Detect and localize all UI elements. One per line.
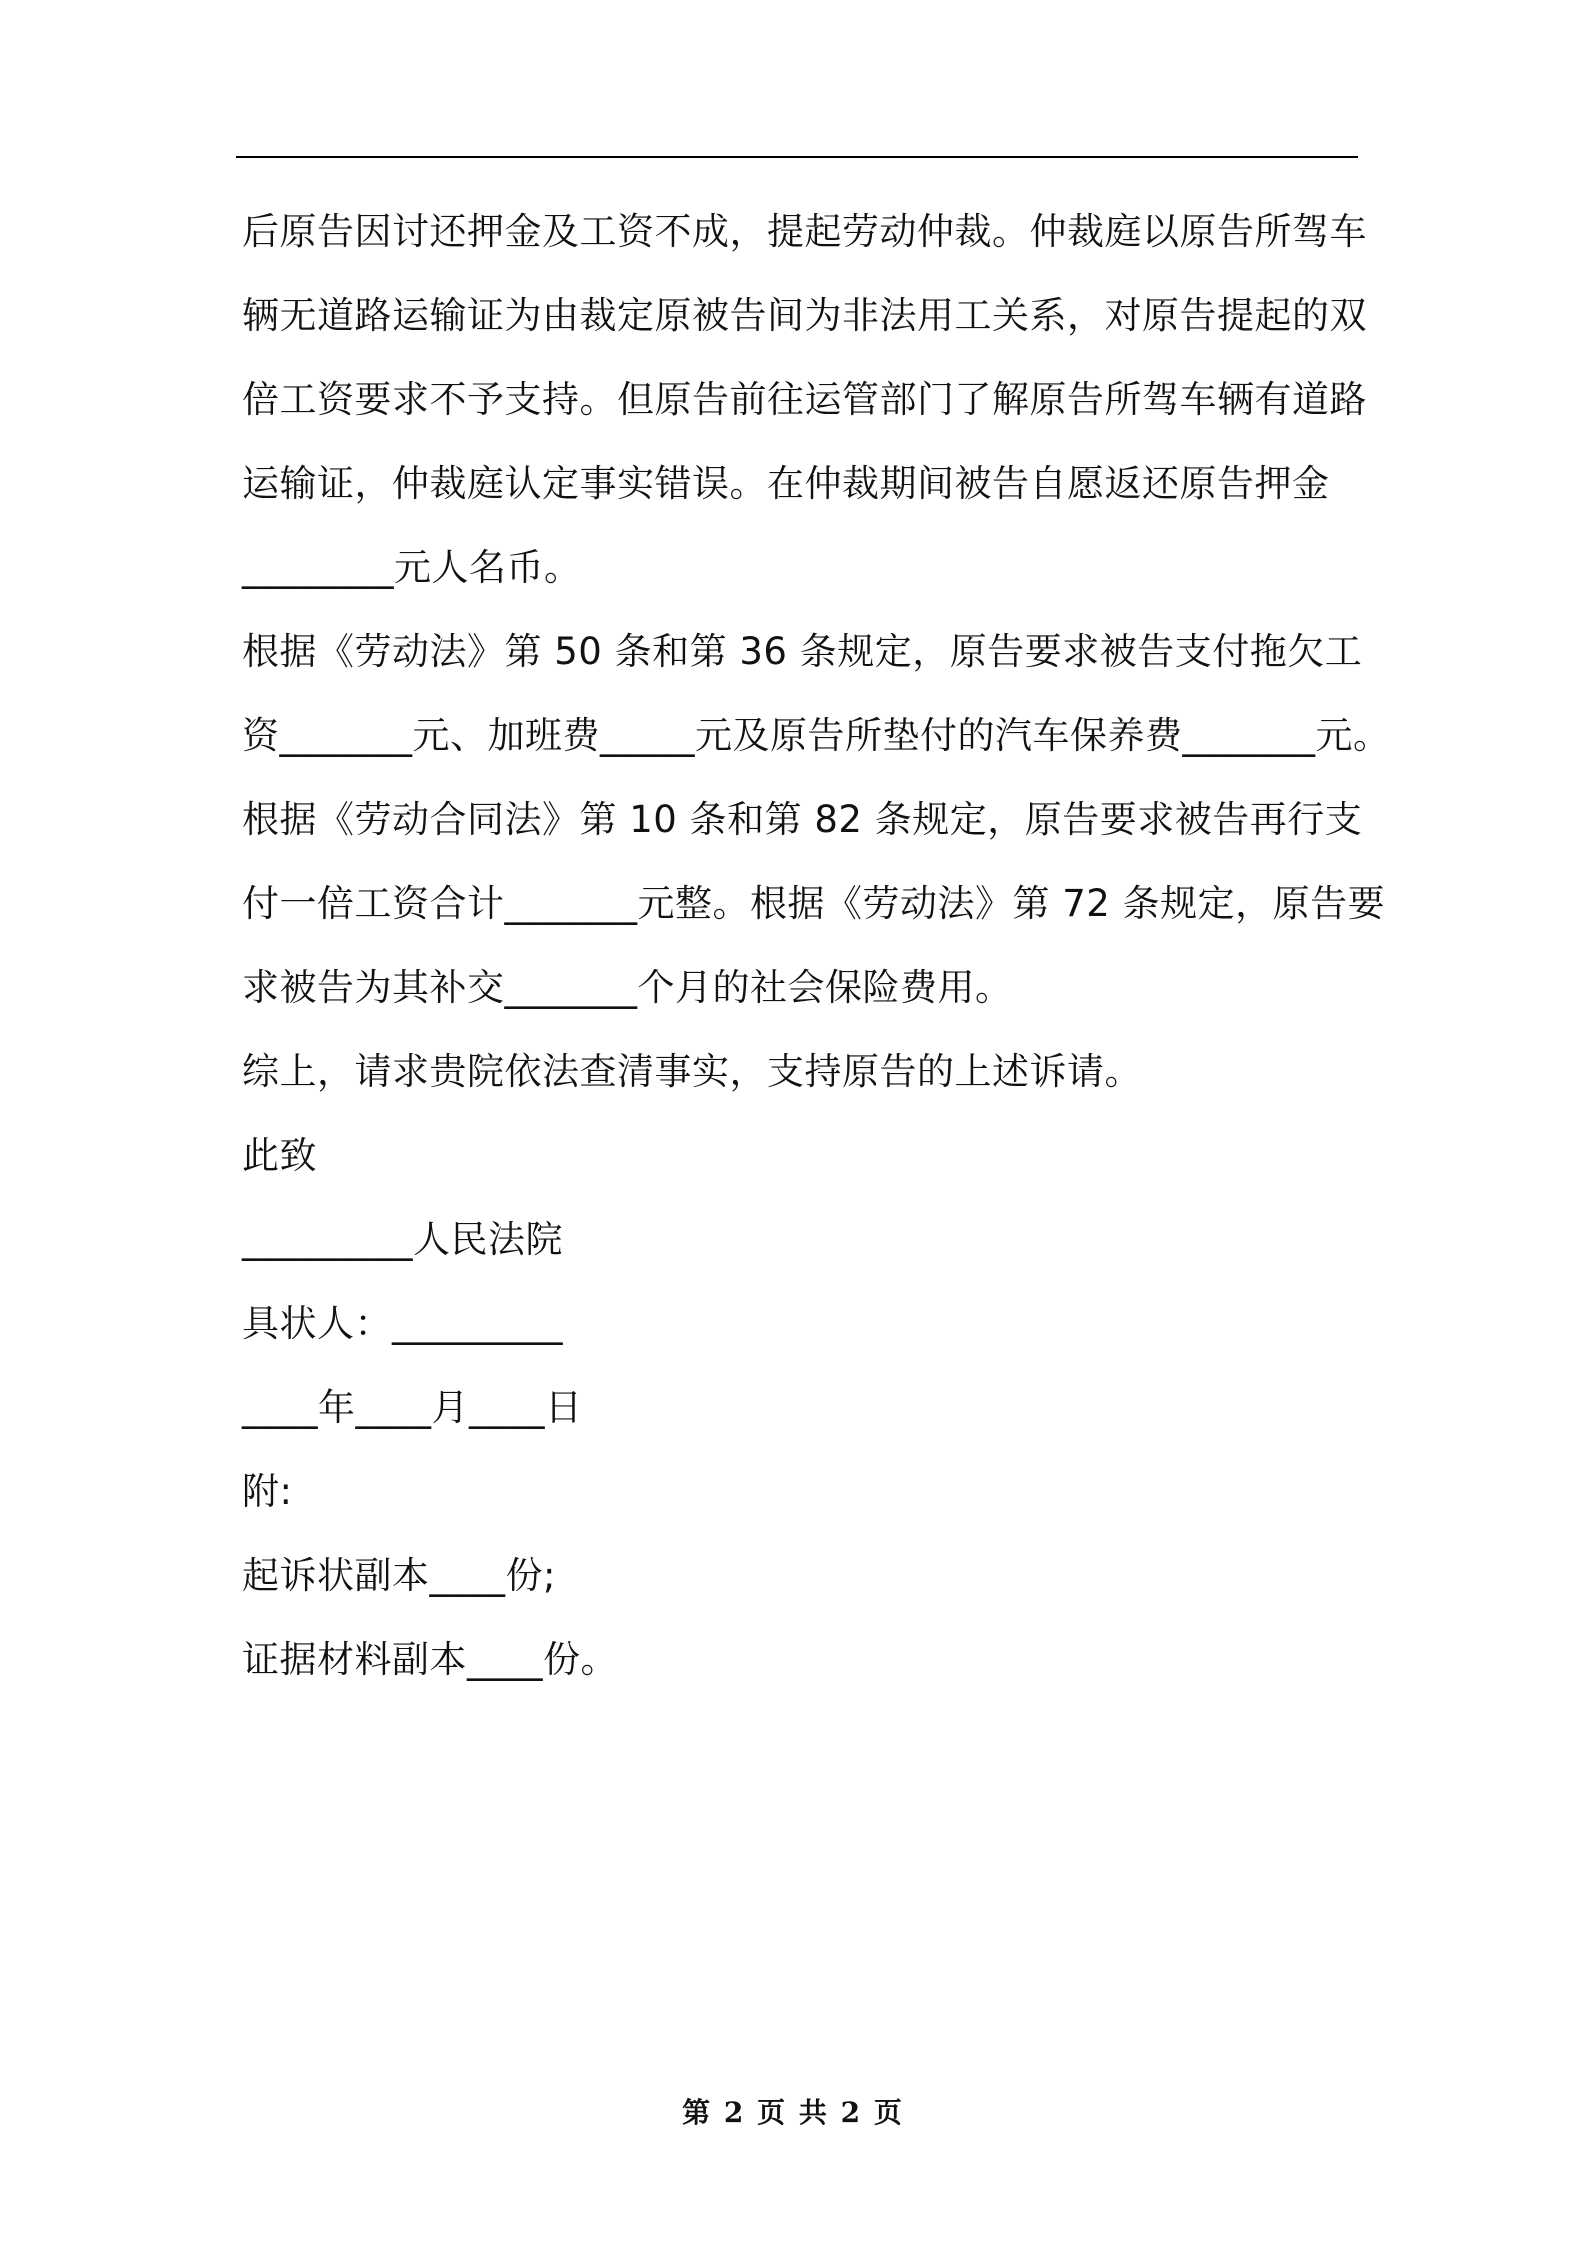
- page-number-footer: 第 2 页 共 2 页: [682, 2096, 904, 2129]
- attachments-heading: 附:: [242, 1470, 293, 1513]
- body-line-10: 求被告为其补交_______个月的社会保险费用。: [242, 966, 1013, 1009]
- attachment-item-evidence-copy: 证据材料副本____份。: [242, 1638, 618, 1681]
- body-line-3: 倍工资要求不予支持。但原告前往运管部门了解原告所驾车辆有道路: [242, 378, 1367, 421]
- document-body: [242, 190, 1391, 1702]
- date-line: ____年____月____日: [242, 1386, 583, 1429]
- body-line-7: 资_______元、加班费_____元及原告所垫付的汽车保养费_______元。: [242, 714, 1391, 757]
- header-rule: [236, 156, 1358, 158]
- body-line-4: 运输证，仲裁庭认定事实错误。在仲裁期间被告自愿返还原告押金: [242, 462, 1330, 505]
- body-line-8: 根据《劳动合同法》第 10 条和第 82 条规定，原告要求被告再行支: [242, 798, 1363, 841]
- attachment-item-complaint-copy: 起诉状副本____份;: [242, 1554, 556, 1597]
- body-line-2: 辆无道路运输证为由裁定原被告间为非法用工关系，对原告提起的双: [242, 294, 1367, 337]
- body-line-1: 后原告因讨还押金及工资不成，提起劳动仲裁。仲裁庭以原告所驾车: [242, 210, 1367, 253]
- salutation: 此致: [242, 1134, 317, 1177]
- summary-line: 综上，请求贵院依法查清事实，支持原告的上述诉请。: [242, 1050, 1142, 1093]
- body-line-6: 根据《劳动法》第 50 条和第 36 条规定，原告要求被告支付拖欠工: [242, 630, 1363, 673]
- plaintiff-signature-line: 具状人：_________: [242, 1302, 563, 1345]
- body-line-5: ________元人名币。: [242, 546, 582, 589]
- body-line-9: 付一倍工资合计_______元整。根据《劳动法》第 72 条规定，原告要: [242, 882, 1386, 925]
- court-line: _________人民法院: [242, 1218, 563, 1261]
